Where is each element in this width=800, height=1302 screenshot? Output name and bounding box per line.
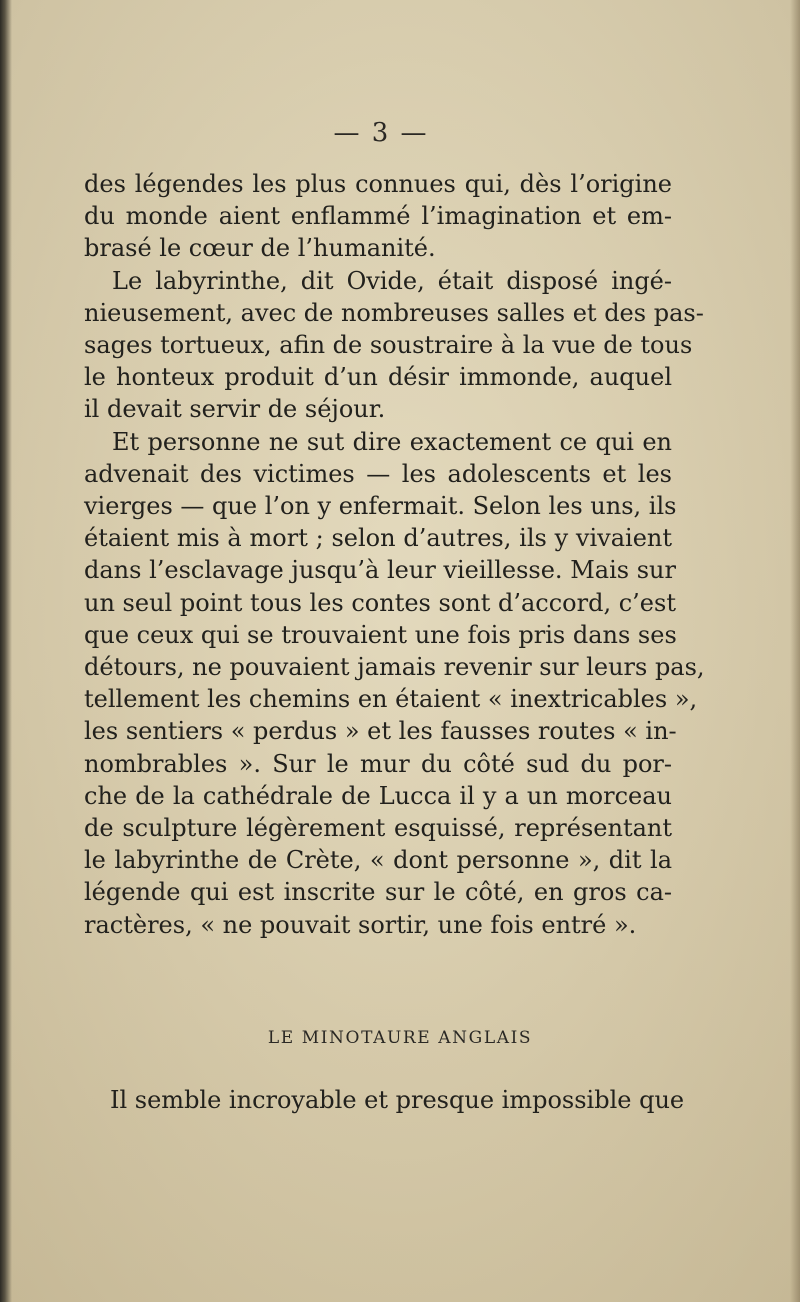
text-line: nombrables ». Sur le mur du côté sud du por- [84, 749, 672, 778]
page-outer-edge [790, 0, 800, 1302]
text-line: vierges — que l’on y enfermait. Selon les uns, ils [84, 492, 677, 521]
text-line: sages tortueux, afin de soustraire à la vue de tous [84, 331, 693, 360]
text-line: du monde aient enflammé l’imagination et em- [84, 202, 672, 231]
text-line: un seul point tous les contes sont d’accord, c’est [84, 588, 676, 617]
text-line: Il semble incroyable et presque impossible que [110, 1086, 685, 1114]
text-line: che de la cathédrale de Lucca il y a un morceau [84, 781, 672, 810]
text-line: des légendes les plus connues qui, dès l’origine [84, 170, 672, 198]
text-line: les sentiers « perdus » et les fausses routes « in- [84, 717, 677, 746]
page-binding-edge [0, 0, 12, 1302]
text-line: le labyrinthe de Crète, « dont personne », dit la [84, 846, 672, 875]
text-line: ractères, « ne pouvait sortir, une fois entré ». [84, 910, 637, 939]
text-line: que ceux qui se trouvaient une fois pris dans ses [84, 620, 677, 649]
text-line: détours, ne pouvaient jamais revenir sur leurs pas, [84, 653, 705, 682]
text-line: nieusement, avec de nombreuses salles et des pas- [84, 298, 704, 327]
text-line: Le labyrinthe, dit Ovide, était disposé ingé- [112, 266, 672, 295]
text-line: advenait des victimes — les adolescents et les [84, 459, 672, 488]
text-line: il devait servir de séjour. [84, 395, 386, 424]
text-line: Et personne ne sut dire exactement ce qui en [112, 427, 672, 456]
body-text [84, 168, 705, 941]
page-number: — 3 — [333, 118, 429, 148]
text-line: brasé le cœur de l’humanité. [84, 234, 436, 263]
text-line: de sculpture légèrement esquissé, représentant [84, 814, 672, 843]
text-line: légende qui est inscrite sur le côté, en gros ca- [84, 878, 672, 907]
text-line: le honteux produit d’un désir immonde, auquel [84, 363, 672, 392]
text-line: dans l’esclavage jusqu’à leur vieillesse. Mais sur [84, 556, 676, 585]
section-heading: LE MINOTAURE ANGLAIS [267, 1028, 533, 1048]
text-line: étaient mis à mort ; selon d’autres, ils y vivaient [84, 524, 672, 553]
text-line: tellement les chemins en étaient « inextricables », [84, 685, 698, 714]
